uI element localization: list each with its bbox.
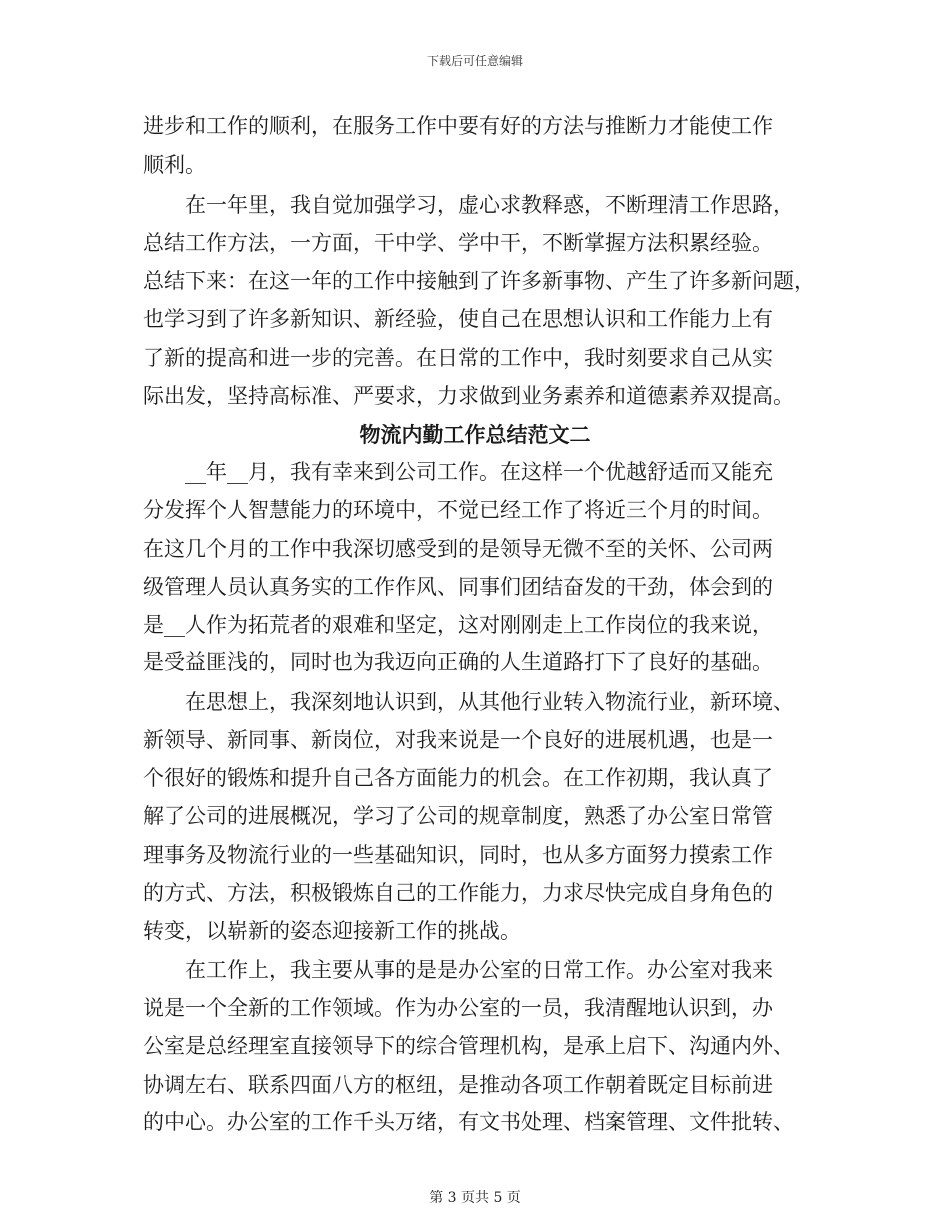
- text-line: 顺利。: [143, 153, 206, 177]
- text-line: 在工作上，我主要从事的是是办公室的日常工作。办公室对我来: [143, 958, 773, 982]
- text-line: 新领导、新同事、新岗位，对我来说是一个良好的进展机遇，也是一: [143, 728, 773, 752]
- text-line: 际出发，坚持高标准、严要求，力求做到业务素养和道德素养双提高。: [143, 384, 794, 408]
- text-line: 了新的提高和进一步的完善。在日常的工作中，我时刻要求自己从实: [143, 346, 773, 370]
- page-header: 下载后可任意编辑: [426, 54, 523, 68]
- section-title: 物流内勤工作总结范文二: [359, 422, 591, 447]
- text-line: 是__人作为拓荒者的艰难和坚定，这对刚刚走上工作岗位的我来说，: [143, 613, 773, 637]
- text-line: 在一年里，我自觉加强学习，虚心求教释惑，不断理清工作思路，: [143, 193, 794, 217]
- text-line: 公室是总经理室直接领导下的综合管理机构，是承上启下、沟通内外、: [143, 1034, 794, 1058]
- text-line: 说是一个全新的工作领域。作为办公室的一员，我清醒地认识到，办: [143, 996, 773, 1020]
- page-footer: 第 3 页共 5 页: [429, 1190, 521, 1206]
- text-line: 是受益匪浅的，同时也为我迈向正确的人生道路打下了良好的基础。: [143, 650, 773, 674]
- text-line: 在思想上，我深刻地认识到，从其他行业转入物流行业，新环境、: [143, 690, 794, 714]
- text-line: 的中心。办公室的工作千头万绪，有文书处理、档案管理、文件批转、: [143, 1110, 794, 1134]
- text-line: 分发挥个人智慧能力的环境中，不觉已经工作了将近三个月的时间。: [143, 498, 773, 522]
- text-line: 进步和工作的顺利，在服务工作中要有好的方法与推断力才能使工作: [143, 114, 773, 138]
- text-line: 转变，以崭新的姿态迎接新工作的挑战。: [143, 919, 521, 943]
- text-line: 在这几个月的工作中我深切感受到的是领导无微不至的关怀、公司两: [143, 537, 773, 561]
- text-line: __年__月，我有幸来到公司工作。在这样一个优越舒适而又能充: [143, 460, 773, 484]
- text-line: 总结工作方法，一方面，干中学、学中干，不断掌握方法积累经验。: [143, 231, 773, 255]
- text-line: 个很好的锻炼和提升自己各方面能力的机会。在工作初期，我认真了: [143, 766, 773, 790]
- text-line: 解了公司的进展概况，学习了公司的规章制度，熟悉了办公室日常管: [143, 804, 773, 828]
- text-line: 总结下来：在这一年的工作中接触到了许多新事物、产生了许多新问题，: [143, 269, 815, 293]
- text-line: 级管理人员认真务实的工作作风、同事们团结奋发的干劲，体会到的: [143, 575, 773, 599]
- text-line: 协调左右、联系四面八方的枢纽，是推动各项工作朝着既定目标前进: [143, 1073, 773, 1097]
- text-line: 也学习到了许多新知识、新经验，使自己在思想认识和工作能力上有: [143, 307, 773, 331]
- text-line: 的方式、方法，积极锻炼自己的工作能力，力求尽快完成自身角色的: [143, 881, 773, 905]
- text-line: 理事务及物流行业的一些基础知识，同时，也从多方面努力摸索工作: [143, 843, 773, 867]
